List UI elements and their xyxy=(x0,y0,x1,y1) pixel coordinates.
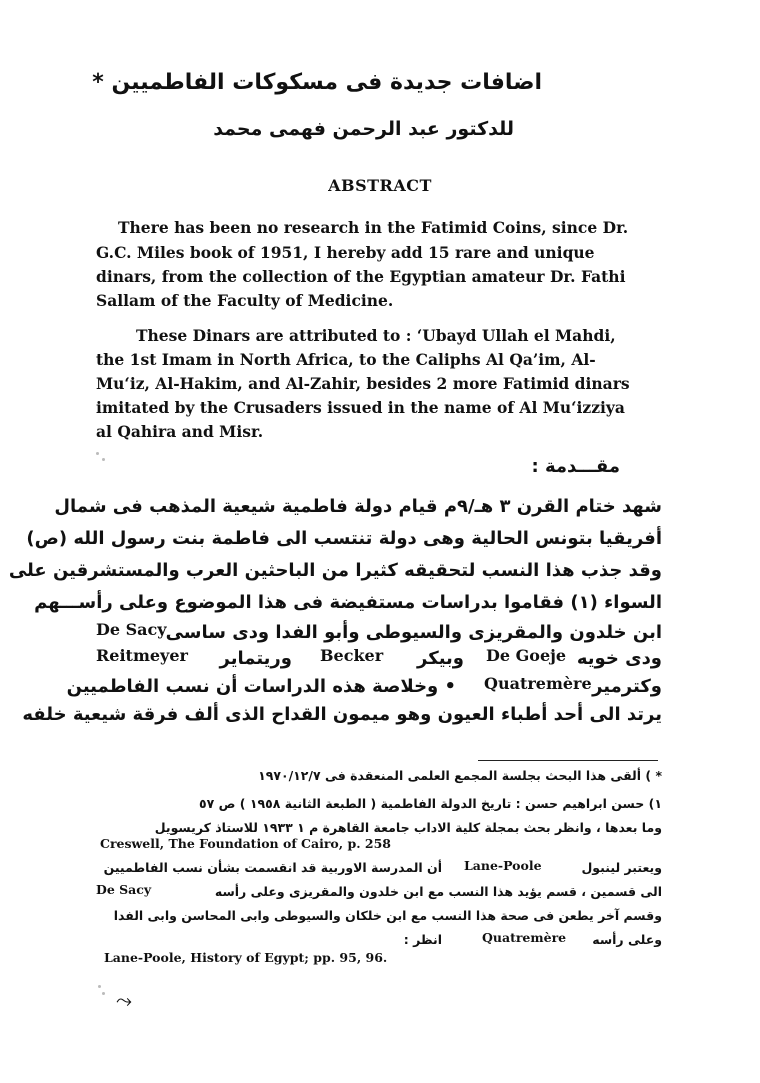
handwritten-mark-icon: ⤳ xyxy=(116,988,132,1012)
body-line: وقد جذب هذا النسب لتحقيقه كثيرا من الباحثين العرب والمستشرقين على xyxy=(8,560,662,581)
abstract-line: dinars, from the collection of the Egyptian amateur Dr. Fathi xyxy=(96,267,626,286)
name-lane-poole: Lane-Poole xyxy=(464,858,542,873)
scan-speck xyxy=(98,985,101,988)
body-line-names: ودى خويه xyxy=(576,648,662,669)
abstract-line: There has been no research in the Fatimid Coins, since Dr. xyxy=(118,218,629,237)
abstract-line: G.C. Miles book of 1951, I hereby add 15 rare and unique xyxy=(96,243,595,262)
footnote-1-line: وقسم آخر يطعن فى صحة هذا النسب مع ابن خلكان والسيوطى وابى المحاسن وابى الفدا xyxy=(113,908,662,923)
paper-title-arabic: اضافات جديدة فى مسكوكات الفاطميين * xyxy=(92,70,542,95)
name-de-sacy: De Sacy xyxy=(96,620,167,639)
abstract-heading: ABSTRACT xyxy=(328,176,432,195)
body-line-names: وبيكر xyxy=(417,648,464,669)
footnote-1-line-english: Creswell, The Foundation of Cairo, p. 258 xyxy=(100,836,392,851)
scan-speck xyxy=(102,992,105,995)
author-name-arabic: للدكتور عبد الرحمن فهمى محمد xyxy=(213,118,514,140)
abstract-line: al Qahira and Misr. xyxy=(96,422,264,441)
abstract-line: imitated by the Crusaders issued in the name of Al Mu‘izziya xyxy=(96,398,625,417)
footnote-1-line: ويعتبر لينبول xyxy=(581,860,662,875)
footnote-1-line: الى قسمين ، قسم يؤيد هذا النسب مع ابن خلدون والمقريزى وعلى رأسه xyxy=(214,884,662,899)
name-de-sacy-footnote: De Sacy xyxy=(96,882,152,897)
body-line-names: وريتماير xyxy=(219,648,292,669)
footnote-1-line-english: Lane-Poole, History of Egypt; pp. 95, 96. xyxy=(104,950,388,965)
footnote-separator xyxy=(478,760,658,761)
footnote-star: * ) ألقى هذا البحث بجلسة المجمع العلمى المنعقدة فى ١٩٧٠/١٢/٧ xyxy=(258,768,662,783)
body-line: السواء (١) فقاموا بدراسات مستفيضة فى هذا الموضوع وعلى رأســـهم xyxy=(34,592,662,613)
introduction-heading: مقـــدمة : xyxy=(531,456,620,477)
body-line-names: ابن خلدون والمقريزى والسيوطى وأبو الفدا ودى ساسى xyxy=(165,622,662,643)
abstract-line: Mu‘iz, Al-Hakim, and Al-Zahir, besides 2 more Fatimid dinars xyxy=(96,374,630,393)
abstract-line: These Dinars are attributed to : ‘Ubayd Ullah el Mahdi, xyxy=(136,326,616,345)
scan-speck xyxy=(96,452,99,455)
body-line: يرتد الى أحد أطباء العيون وهو ميمون القداح الذى ألف فرقة شيعية خلفه xyxy=(22,704,662,725)
name-quatremere-footnote: Quatremère xyxy=(482,930,567,945)
name-quatremere: Quatremère xyxy=(484,674,592,693)
footnote-1-line: ١) حسن ابراهيم حسن : تاريخ الدولة الفاطمية ( الطبعة الثانية ١٩٥٨ ) ص ٥٧ xyxy=(199,796,662,811)
scan-speck xyxy=(102,458,105,461)
name-reitmeyer: Reitmeyer xyxy=(96,646,188,665)
footnote-1-line: وعلى رأسه xyxy=(592,932,662,947)
body-line: شهد ختام القرن ٣ هـ/٩م قيام دولة فاطمية شيعية المذهب فى شمال xyxy=(54,496,662,517)
name-becker: Becker xyxy=(320,646,384,665)
footnote-1-line: وما بعدها ، وانظر بحث بمجلة كلية الاداب جامعة القاهرة م ١ ١٩٣٣ للاستاذ كريسويل xyxy=(154,820,662,835)
abstract-line: the 1st Imam in North Africa, to the Caliphs Al Qa’im, Al- xyxy=(96,350,596,369)
footnote-1-line: انظر : xyxy=(403,932,442,947)
body-line: أفريقيا بتونس الحالية وهى دولة تنتسب الى فاطمة بنت رسول الله (ص) xyxy=(26,528,662,549)
footnote-1-line: أن المدرسة الاوربية قد انقسمت بشأن نسب الفاطميين xyxy=(103,860,442,875)
body-line-names: وكترمير xyxy=(592,676,662,697)
abstract-line: Sallam of the Faculty of Medicine. xyxy=(96,291,394,310)
name-de-goeje: De Goeje xyxy=(486,646,567,665)
body-line: • وخلاصة هذه الدراسات أن نسب الفاطميين xyxy=(66,676,456,697)
